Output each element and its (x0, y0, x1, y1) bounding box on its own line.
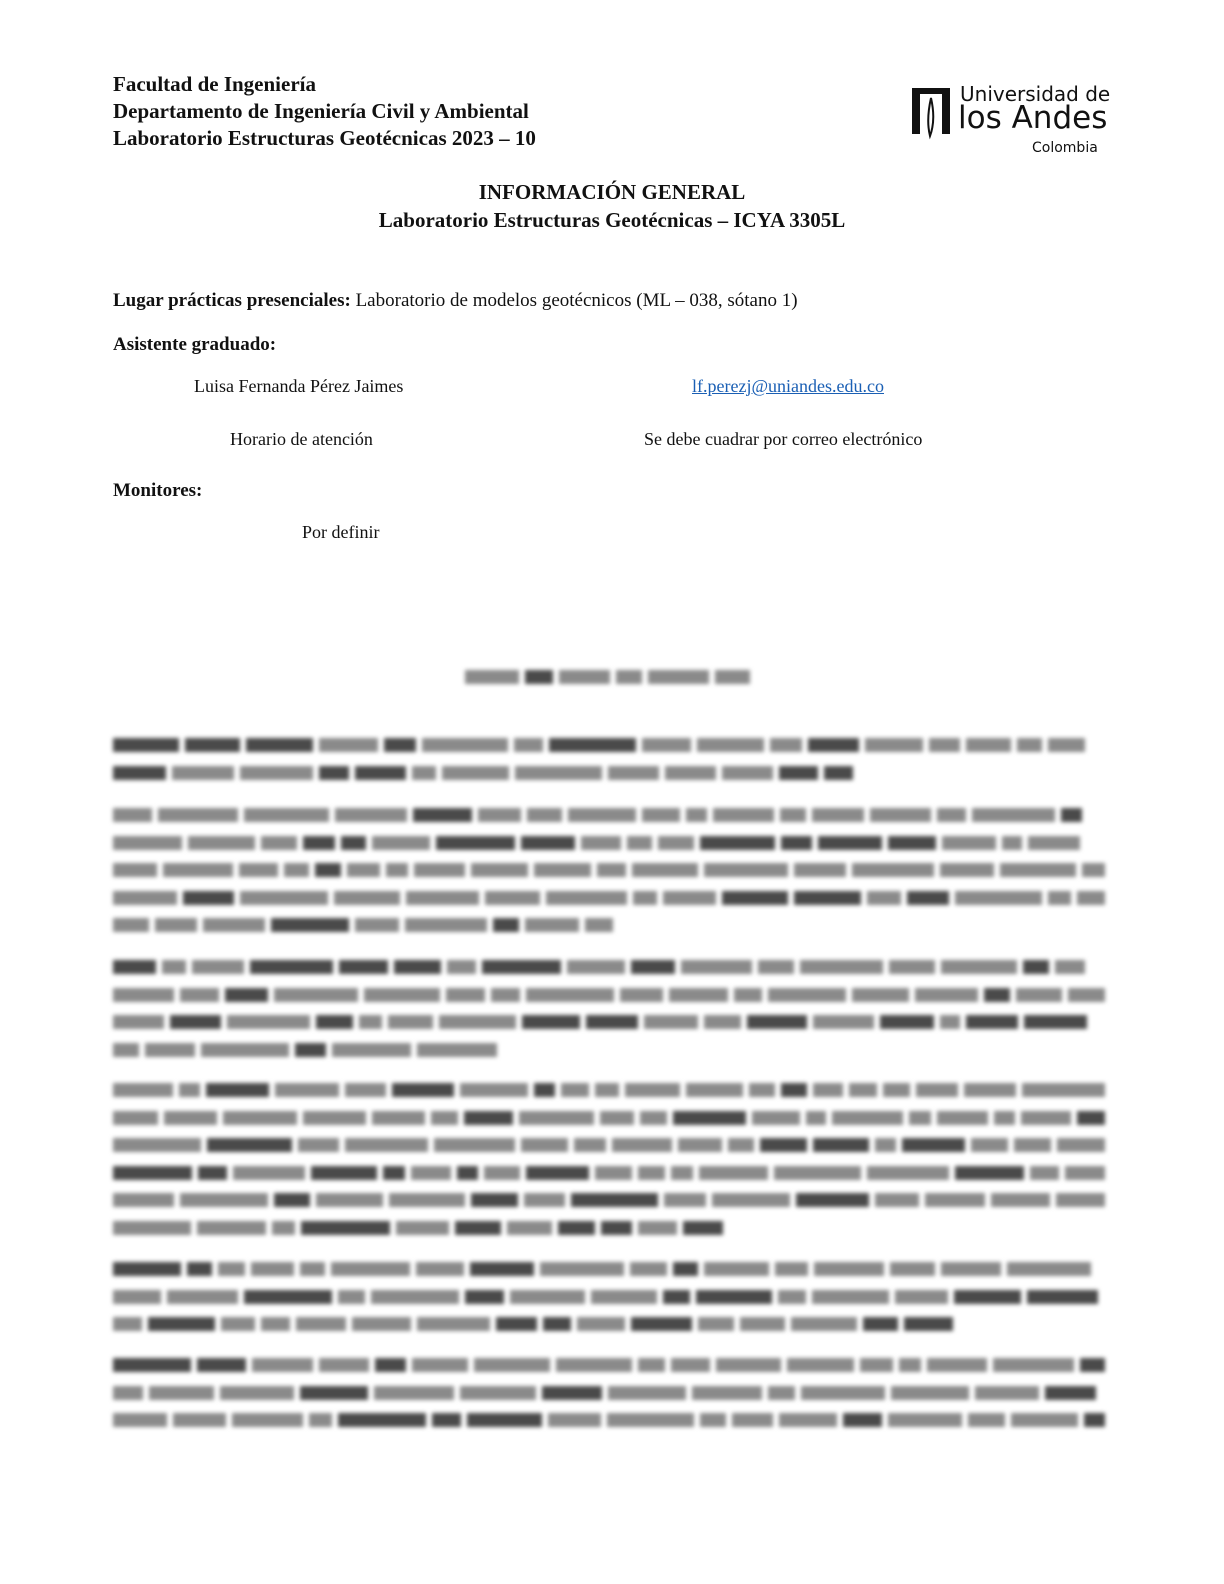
blurred-text-line (113, 1083, 1105, 1097)
blurred-text-line (113, 988, 1105, 1002)
hours-label: Horario de atención (230, 429, 373, 449)
blurred-text-line (113, 891, 1105, 905)
page-subtitle: Laboratorio Estructuras Geotécnicas – ICYA 3305L (378, 208, 846, 232)
blurred-text-line (113, 1138, 1105, 1152)
blurred-text-line (113, 766, 853, 780)
logo-text-2: los Andes (958, 100, 1108, 136)
blurred-text-line (113, 863, 1105, 877)
blurred-text-line (113, 1043, 513, 1057)
blurred-text-line (113, 1111, 1105, 1125)
blurred-text-line (113, 1193, 1105, 1207)
blurred-text-line (113, 1413, 1105, 1427)
department-heading: Departamento de Ingeniería Civil y Ambiental (113, 99, 529, 123)
blurred-text-line (113, 1166, 1105, 1180)
blurred-text-line (113, 1358, 1105, 1372)
blurred-regulations-section (113, 0, 1108, 1584)
page-title: INFORMACIÓN GENERAL (478, 180, 746, 204)
monitors-value: Por definir (302, 522, 380, 542)
hours-value: Se debe cuadrar por correo electrónico (644, 429, 923, 449)
blurred-text-line (113, 1262, 1105, 1276)
blurred-text-line (113, 836, 1105, 850)
logo-text-1: Universidad de (960, 82, 1111, 106)
lab-heading: Laboratorio Estructuras Geotécnicas 2023 – 10 (113, 126, 536, 150)
blurred-text-line (113, 1386, 1105, 1400)
assistant-email-link[interactable]: lf.perezj@uniandes.edu.co (692, 376, 884, 396)
blurred-text-line (113, 1015, 1105, 1029)
blurred-text-line (113, 960, 1105, 974)
blurred-text-line (113, 1317, 953, 1331)
assistant-label: Asistente graduado: (113, 334, 277, 355)
monitors-label: Monitores: (113, 480, 203, 501)
logo-text-3: Colombia (1032, 140, 1098, 156)
assistant-name: Luisa Fernanda Pérez Jaimes (194, 376, 404, 396)
blurred-text-line (113, 808, 1105, 822)
blurred-text-line (465, 670, 750, 684)
blurred-text-line (113, 918, 613, 932)
place-value: Laboratorio de modelos geotécnicos (ML – 038, sótano 1) (350, 290, 798, 311)
blurred-text-line (113, 1290, 1105, 1304)
faculty-heading: Facultad de Ingeniería (113, 72, 316, 96)
place-label: Lugar prácticas presenciales: (113, 290, 351, 311)
blurred-text-line (113, 1221, 723, 1235)
blurred-text-line (113, 738, 1105, 752)
